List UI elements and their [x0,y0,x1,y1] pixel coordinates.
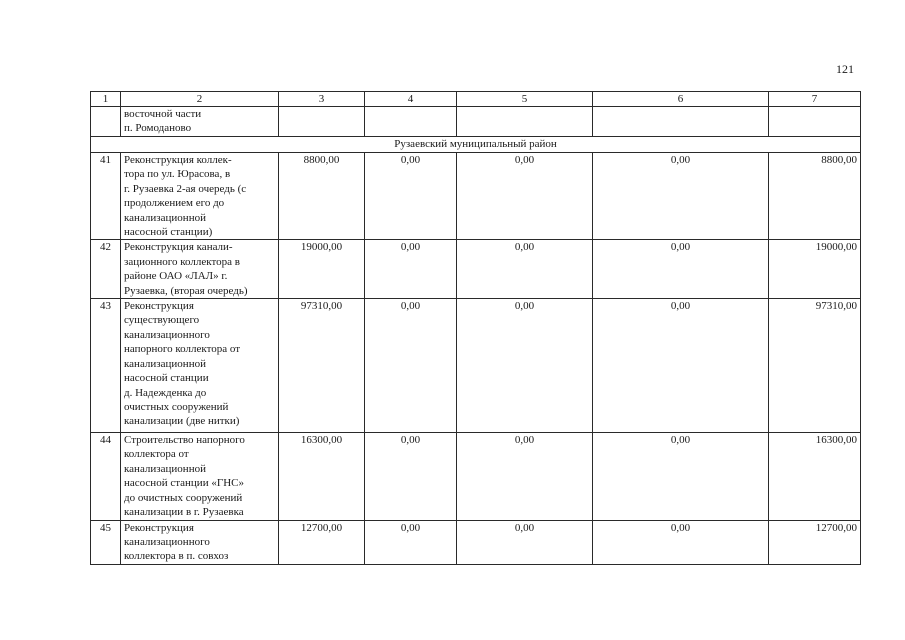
continuation-line: п. Ромоданово [124,122,192,135]
row-col5-value: 0,00 [457,240,593,299]
row-name [121,240,279,299]
row-name-line: тора по ул. Юрасова, в [124,168,231,181]
row-name-line: д. Надежденка до [124,386,207,399]
column-number-row [91,92,861,107]
continuation-cell [457,107,593,137]
row-col6-value: 0,00 [593,153,769,240]
row-number: 43 [91,299,121,433]
row-name [121,299,279,433]
row-name [121,433,279,520]
table-row [91,433,861,520]
row-col5-value: 0,00 [457,153,593,240]
row-name [121,520,279,564]
row-col7-value: 97310,00 [769,299,861,433]
row-number: 42 [91,240,121,299]
row-name-line: канализационного [124,328,210,341]
table-row [91,520,861,564]
row-name-line: насосной станции [124,372,209,385]
row-name [121,153,279,240]
row-name-line: до очистных сооружений [124,491,243,504]
row-col7-value: 8800,00 [769,153,861,240]
column-header-5: 5 [457,92,593,107]
row-name-line: Строительство напорного [124,434,245,447]
section-row [91,137,861,153]
row-col4-value: 0,00 [365,433,457,520]
row-col6-value: 0,00 [593,299,769,433]
row-name-line: канализационной [124,211,206,224]
investment-table [90,91,861,565]
row-col4-value: 0,00 [365,520,457,564]
row-name-line: канализации (две нитки) [124,415,240,428]
row-col3-value: 16300,00 [279,433,365,520]
row-name-line: насосной станции) [124,226,213,239]
row-name-line: Реконструкция коллек- [124,154,232,166]
row-name-line: районе ОАО «ЛАЛ» г. [124,270,228,283]
row-name-line: г. Рузаевка 2-ая очередь (с [124,182,247,195]
row-col3-value: 8800,00 [279,153,365,240]
row-name-line: канализации в г. Рузаевка [124,506,244,519]
row-col7-value: 19000,00 [769,240,861,299]
row-number: 41 [91,153,121,240]
row-col5-value: 0,00 [457,520,593,564]
row-name-line: напорного коллектора от [124,343,241,356]
row-col4-value: 0,00 [365,153,457,240]
row-name-line: очистных сооружений [124,400,229,413]
row-name-line: коллектора в п. совхоз [124,550,229,563]
row-col3-value: 12700,00 [279,520,365,564]
row-number: 45 [91,520,121,564]
row-name-line: канализационного [124,535,210,548]
row-col7-value: 16300,00 [769,433,861,520]
table-row [91,299,861,433]
row-name-line: коллектора от [124,448,189,461]
column-header-3: 3 [279,92,365,107]
row-name-line: продолжением его до [124,197,225,210]
row-col5-value: 0,00 [457,433,593,520]
row-name-line: Реконструкция [124,521,194,534]
column-header-6: 6 [593,92,769,107]
row-col3-value: 19000,00 [279,240,365,299]
row-name-line: канализационной [124,357,206,370]
row-name-line: Реконструкция [124,300,194,313]
row-col6-value: 0,00 [593,520,769,564]
row-col7-value: 12700,00 [769,520,861,564]
continuation-num [91,107,121,137]
page-number: 121 [836,62,854,76]
row-number: 44 [91,433,121,520]
row-name-line: Реконструкция канали- [124,241,233,254]
row-name-line: существующего [124,314,200,327]
table-row [91,240,861,299]
row-col3-value: 97310,00 [279,299,365,433]
row-name-line: насосной станции «ГНС» [124,477,244,490]
continuation-name [121,107,279,137]
column-header-4: 4 [365,92,457,107]
column-header-7: 7 [769,92,861,107]
section-title: Рузаевский муниципальный район [91,137,861,153]
continuation-cell [593,107,769,137]
row-name-line: зационного коллектора в [124,255,240,268]
continuation-row [91,107,861,137]
column-header-1: 1 [91,92,121,107]
row-col4-value: 0,00 [365,240,457,299]
row-col4-value: 0,00 [365,299,457,433]
continuation-cell [279,107,365,137]
row-name-line: Рузаевка, (вторая очередь) [124,284,248,297]
row-col5-value: 0,00 [457,299,593,433]
row-col6-value: 0,00 [593,433,769,520]
continuation-cell [365,107,457,137]
column-header-2: 2 [121,92,279,107]
table-row [91,153,861,240]
row-name-line: канализационной [124,462,206,475]
continuation-line: восточной части [124,108,202,120]
continuation-cell [769,107,861,137]
row-col6-value: 0,00 [593,240,769,299]
